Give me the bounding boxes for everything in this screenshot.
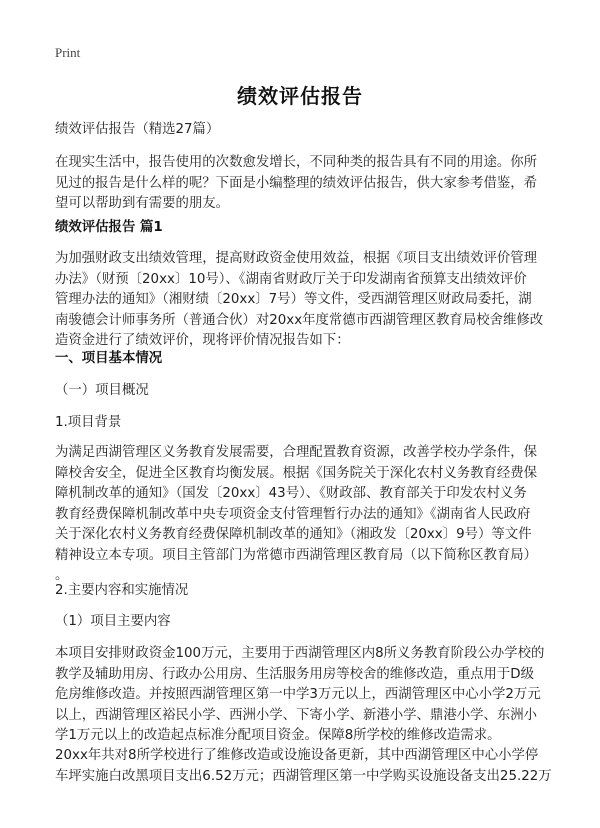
heading-overview-block xyxy=(55,381,555,402)
paragraph-3 xyxy=(55,644,555,747)
text-line: 以上，西湖管理区裕民小学、西洲小学、下寄小学、新港小学、鼎港小学、东洲小 xyxy=(55,707,538,723)
heading-background-block xyxy=(55,413,555,434)
paragraph-2 xyxy=(55,443,555,587)
text-line: 为加强财政支出绩效管理，提高财政资金使用效益，根据《项目支出绩效评价管理 xyxy=(55,251,538,266)
text-line: 办法》（财预〔20xx〕10号）、《湖南省财政厅关于印发湖南省预算支出绩效评价 xyxy=(55,271,527,287)
page-title: 绩效评估报告 xyxy=(237,84,363,108)
text-line: 在现实生活中，报告使用的次数愈发增长，不同种类的报告具有不同的用途。你所 xyxy=(55,155,538,170)
heading-basic-block xyxy=(55,349,555,370)
text-line: 为满足西湖管理区义务教育发展需要，合理配置教育资源，改善学校办学条件，保 xyxy=(55,445,538,460)
text-line: 见过的报告是什么样的呢？下面是小编整理的绩效评估报告，供大家参考借鉴，希 xyxy=(55,175,538,191)
heading-basic: 一、项目基本情况 xyxy=(55,351,163,366)
heading-content-block xyxy=(55,581,555,602)
text-line: 本项目安排财政资金100万元，主要用于西湖管理区内8所义务教育阶段公办学校的 xyxy=(55,646,545,661)
text-line: 南骏德会计师事务所（普通合伙）对20xx年度常德市西湖管理区教育局校舍维修改 xyxy=(55,312,544,328)
text-line: 精神设立本专项。项目主管部门为常德市西湖管理区教育局（以下简称区教育局） xyxy=(55,547,538,563)
paragraph-1 xyxy=(55,249,555,352)
heading-overview: （一）项目概况 xyxy=(55,383,149,398)
text-line: 望可以帮助到有需要的朋友。 xyxy=(55,196,230,211)
intro-paragraph xyxy=(55,153,555,215)
text-line: 。 xyxy=(55,568,69,583)
text-line: 教学及辅助用房、行政办公用房、生活服务用房等校舍的维修改造，重点用于D级 xyxy=(55,666,534,682)
section-heading: 绩效评估报告 篇1 xyxy=(55,220,163,235)
text-line: 造资金进行了绩效评价，现将评价情况报告如下： xyxy=(55,333,350,348)
text-line: 关于深化农村义务教育经费保障机制改革的通知》（湘政发〔20xx〕9号）等文件 xyxy=(55,527,532,542)
heading-main-block xyxy=(55,612,555,633)
print-label[interactable]: Print xyxy=(55,45,81,60)
heading-content: 2.主要内容和实施情况 xyxy=(55,583,189,598)
text-line: 教育经费保障机制改革中央专项资金支付管理暂行办法的通知》《湖南省人民政府 xyxy=(55,506,531,522)
text-line: 管理办法的通知》（湘财绩〔20xx〕7号）等文件，受西湖管理区财政局委托，湖 xyxy=(55,292,532,307)
text-line: 20xx年共对8所学校进行了维修改造或设施设备更新，其中西湖管理区中心小学停 xyxy=(55,748,539,763)
text-line: 危房维修改造。并按照西湖管理区第一中学3万元以上，西湖管理区中心小学2万元 xyxy=(55,687,541,702)
heading-main: （1）项目主要内容 xyxy=(55,614,171,629)
text-line: 车坪实施白改黑项目支出6.52万元；西湖管理区第一中学购买设施设备支出25.22万 xyxy=(55,768,552,784)
subtitle-block xyxy=(55,120,555,141)
subtitle: 绩效评估报告（精选27篇） xyxy=(55,122,220,137)
section-heading-block xyxy=(55,218,555,239)
heading-background: 1.项目背景 xyxy=(55,415,122,430)
text-line: 学1万元以上的改造起点标准分配项目资金。保障8所学校的维修改造需求。 xyxy=(55,728,501,743)
paragraph-4 xyxy=(55,746,555,787)
text-line: 障校舍安全，促进全区教育均衡发展。根据《国务院关于深化农村义务教育经费保 xyxy=(55,465,538,481)
text-line: 障机制改革的通知》（国发〔20xx〕43号）、《财政部、教育部关于印发农村义务 xyxy=(55,486,527,501)
